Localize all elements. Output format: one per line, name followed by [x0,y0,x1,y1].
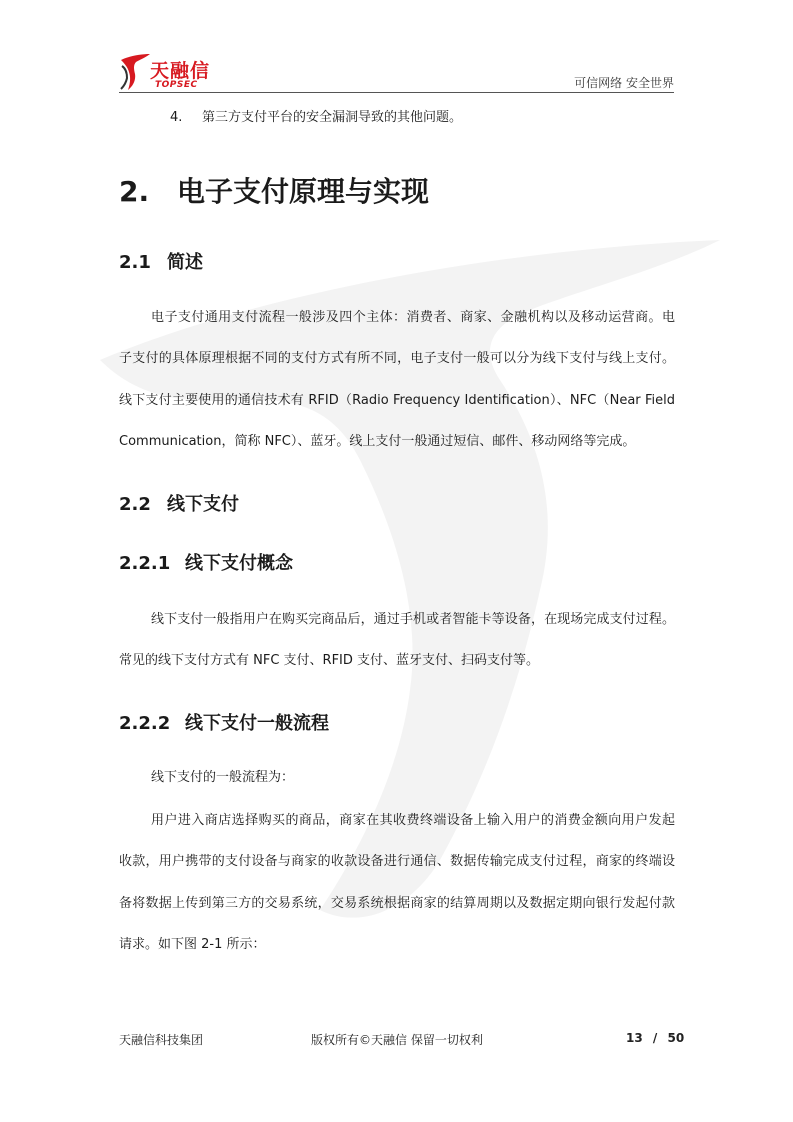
list-item-text: 第三方支付平台的安全漏洞导致的其他问题。 [202,110,463,125]
paragraph-line: Communication，简称 NFC）、蓝牙。线上支付一般通过短信、邮件、移动网络等完成。 [119,434,636,449]
paragraph-line: 备将数据上传到第三方的交易系统，交易系统根据商家的结算周期以及数据定期向银行发起付款 [119,896,675,911]
page-header [119,50,674,94]
paragraph-line: 收款，用户携带的支付设备与商家的收款设备进行通信、数据传输完成支付过程，商家的终端设 [119,854,675,869]
section-heading-2-2-1 [119,549,293,575]
section-number: 2.2.2 [119,713,171,734]
section-title: 简述 [167,252,203,273]
section-heading-2-2-2 [119,709,329,735]
footer-company: 天融信科技集团 [119,1033,204,1047]
logo-chinese-text: 天融信 [150,60,211,82]
paragraph-line: 电子支付通用支付流程一般涉及四个主体：消费者、商家、金融机构以及移动运营商。电 [151,310,675,325]
section-title: 电子支付原理与实现 [177,175,430,208]
paragraph-line: 请求。如下图 2-1 所示： [119,937,266,952]
section-title: 线下支付概念 [185,553,293,574]
header-slogan: 可信网络 安全世界 [574,76,674,90]
section-heading-2-1 [119,248,203,274]
section-number: 2.2 [119,494,151,515]
section-number: 2.2.1 [119,553,171,574]
logo-english-text: TOPSEC [155,80,198,90]
footer-copyright: 版权所有©天融信 保留一切权利 [311,1033,483,1047]
paragraph-line: 常见的线下支付方式有 NFC 支付、RFID 支付、蓝牙支付、扫码支付等。 [119,653,540,668]
section-heading-2 [119,170,429,210]
paragraph-line: 用户进入商店选择购买的商品，商家在其收费终端设备上输入用户的消费金额向用户发起 [151,813,675,828]
section-title: 线下支付 [167,494,239,515]
topsec-logo-icon [119,52,151,92]
list-item [170,110,726,126]
page-separator: / [652,1031,658,1045]
paragraph-line: 子支付的具体原理根据不同的支付方式有所不同，电子支付一般可以分为线下支付与线上支付。 [119,351,675,366]
paragraph-line: 线下支付的一般流程为： [151,770,295,785]
page-total: 50 [667,1031,685,1045]
section-title: 线下支付一般流程 [185,713,329,734]
section-number: 2. [119,175,150,208]
section-number: 2.1 [119,252,151,273]
page-number [626,1031,684,1045]
page-current: 13 [626,1031,643,1045]
section-heading-2-2 [119,490,239,516]
header-divider [119,92,674,93]
paragraph-line: 线下支付主要使用的通信技术有 RFID（Radio Frequency Identification）、NFC（Near Field [119,393,675,408]
paragraph-line: 线下支付一般指用户在购买完商品后，通过手机或者智能卡等设备，在现场完成支付过程。 [151,612,675,627]
list-item-number: 4. [170,110,183,125]
topsec-logo [119,50,229,94]
